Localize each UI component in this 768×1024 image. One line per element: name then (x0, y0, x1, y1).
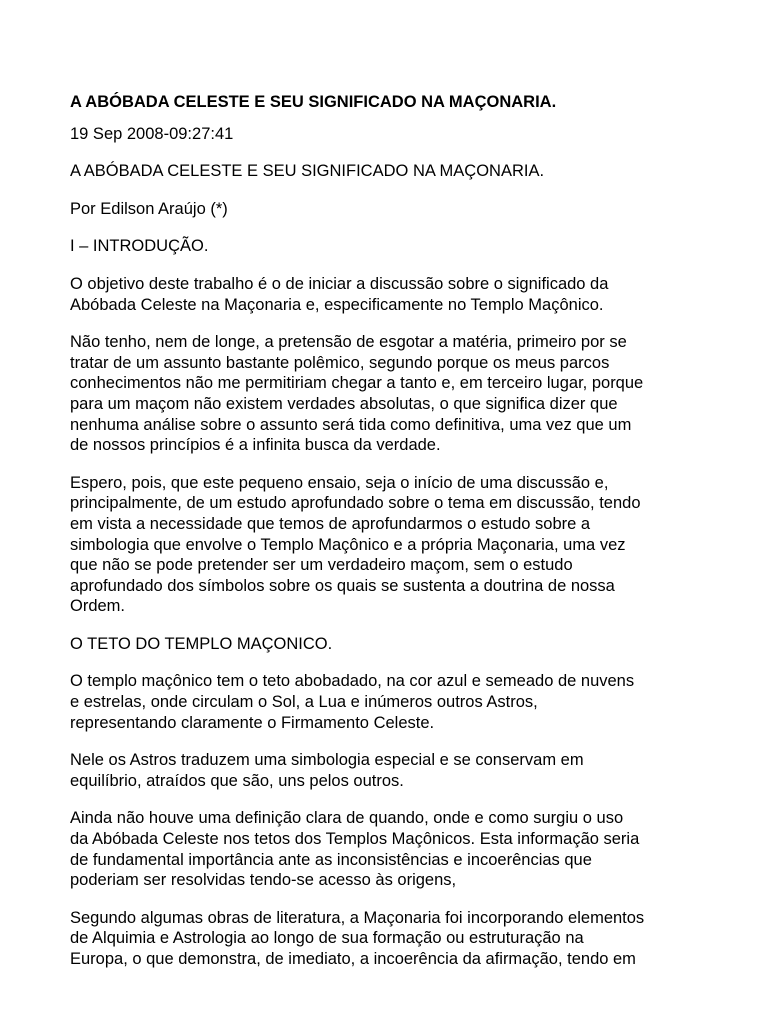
paragraph-line: tratar de um assunto bastante polêmico, segundo porque os meus parcos (70, 353, 610, 372)
paragraph-line: nenhuma análise sobre o assunto será tida como definitiva, uma vez que um (70, 415, 632, 434)
paragraph-line: O objetivo deste trabalho é o de iniciar a discussão sobre o significado da (70, 274, 609, 293)
paragraph-line: de nossos princípios é a infinita busca da verdade. (70, 436, 441, 455)
paragraph (70, 332, 720, 456)
paragraph-line: Não tenho, nem de longe, a pretensão de esgotar a matéria, primeiro por se (70, 333, 627, 352)
paragraph-line: Ainda não houve uma definição clara de quando, onde e como surgiu o uso (70, 809, 624, 828)
paragraph-line: aprofundado dos símbolos sobre os quais se sustenta a doutrina de nossa (70, 576, 615, 595)
paragraph (70, 908, 720, 970)
paragraph-line: para um maçom não existem verdades absolutas, o que significa dizer que (70, 394, 618, 413)
paragraph (70, 473, 720, 617)
paragraph (70, 750, 720, 791)
paragraph-line: Espero, pois, que este pequeno ensaio, seja o início de uma discussão e, (70, 473, 609, 492)
paragraph-line: Nele os Astros traduzem uma simbologia especial e se conservam em (70, 751, 584, 770)
paragraph-line: Segundo algumas obras de literatura, a Maçonaria foi incorporando elementos (70, 908, 645, 927)
document-title: A ABÓBADA CELESTE E SEU SIGNIFICADO NA MAÇONARIA. (70, 93, 557, 111)
paragraph-line: Europa, o que demonstra, de imediato, a incoerência da afirmação, tendo em (70, 950, 636, 968)
paragraph-line: que não se pode pretender ser um verdadeiro maçom, sem o estudo (70, 556, 573, 575)
paragraph-line: O templo maçônico tem o teto abobadado, na cor azul e semeado de nuvens (70, 672, 635, 691)
paragraph (70, 808, 720, 890)
paragraph-line: de fundamental importância ante as inconsistências e incoerências que (70, 850, 592, 869)
paragraph-line: simbologia que envolve o Templo Maçônico e a própria Maçonaria, uma vez (70, 535, 626, 554)
section-heading-teto: O TETO DO TEMPLO MAÇONICO. (70, 634, 333, 653)
section-heading-introducao: I – INTRODUÇÃO. (70, 237, 209, 256)
paragraph-line: equilíbrio, atraídos que são, uns pelos outros. (70, 771, 404, 790)
paragraph (70, 274, 720, 315)
paragraph-line: da Abóbada Celeste nos tetos dos Templos Maçônicos. Esta informação seria (70, 830, 640, 849)
paragraph-line: conhecimentos não me permitiriam chegar a tanto e, em terceiro lugar, porque (70, 374, 644, 393)
paragraph-line: principalmente, de um estudo aprofundado sobre o tema em discussão, tendo (70, 494, 641, 513)
paragraph-line: poderiam ser resolvidas tendo-se acesso às origens, (70, 871, 457, 890)
document-subtitle: A ABÓBADA CELESTE E SEU SIGNIFICADO NA MAÇONARIA. (70, 162, 545, 181)
paragraph (70, 671, 720, 733)
paragraph-line: Ordem. (70, 597, 126, 616)
paragraph-line: em vista a necessidade que temos de aprofundarmos o estudo sobre a (70, 514, 591, 533)
document-author: Por Edilson Araújo (*) (70, 199, 228, 218)
document-body (70, 92, 720, 987)
paragraph-line: de Alquimia e Astrologia ao longo de sua formação ou estruturação na (70, 929, 584, 948)
paragraph-line: Abóbada Celeste na Maçonaria e, especificamente no Templo Maçônico. (70, 295, 604, 314)
document-date: 19 Sep 2008-09:27:41 (70, 124, 234, 143)
paragraph-line: e estrelas, onde circulam o Sol, a Lua e inúmeros outros Astros, (70, 693, 538, 712)
paragraph-line: representando claramente o Firmamento Celeste. (70, 713, 435, 732)
